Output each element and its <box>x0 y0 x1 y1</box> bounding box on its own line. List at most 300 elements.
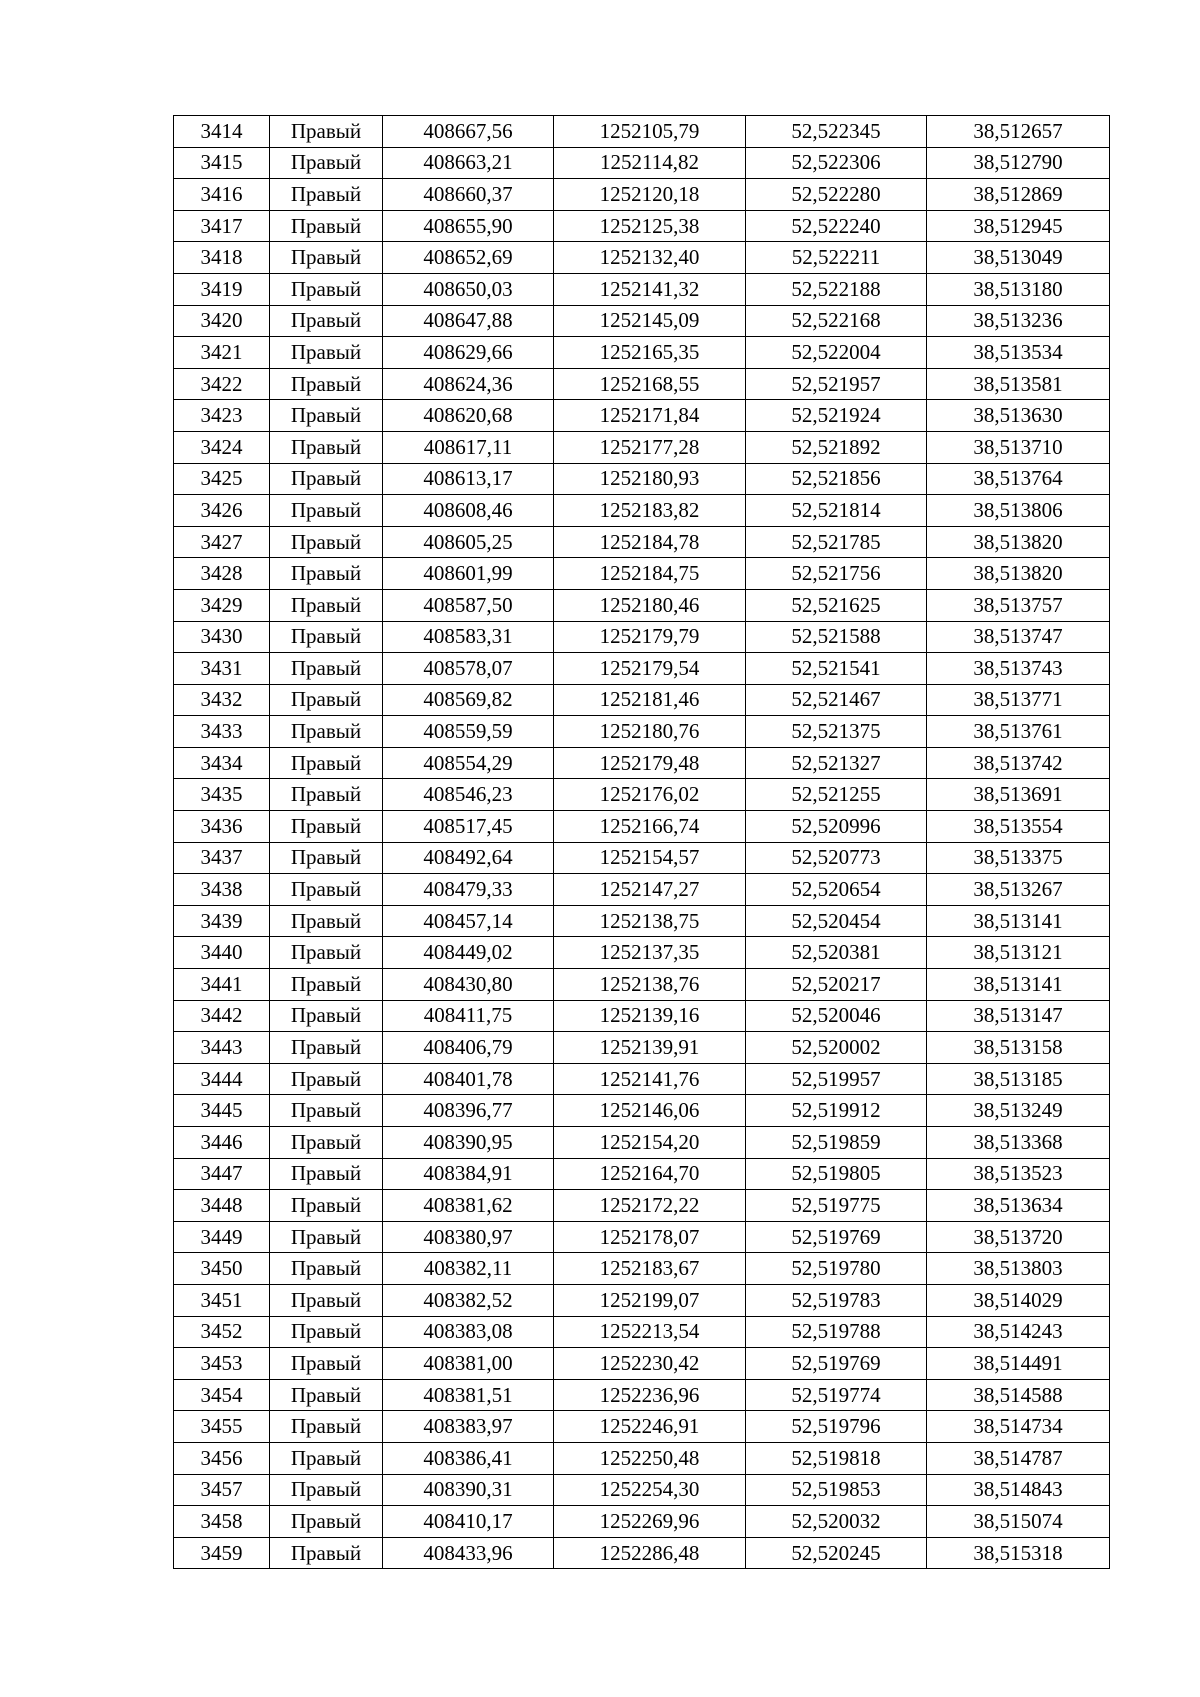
table-row <box>174 463 1110 495</box>
latitude-cell: 52,519805 <box>746 1158 927 1190</box>
x-coordinate-cell: 408430,80 <box>383 969 554 1001</box>
x-coordinate-cell: 408647,88 <box>383 305 554 337</box>
longitude-cell: 38,513630 <box>927 400 1110 432</box>
longitude-cell: 38,513368 <box>927 1127 1110 1159</box>
table-row <box>174 842 1110 874</box>
table-row <box>174 179 1110 211</box>
y-coordinate-cell: 1252147,27 <box>554 874 746 906</box>
table-row <box>174 337 1110 369</box>
x-coordinate-cell: 408569,82 <box>383 684 554 716</box>
longitude-cell: 38,513820 <box>927 558 1110 590</box>
point-number-cell: 3426 <box>174 495 270 527</box>
latitude-cell: 52,521785 <box>746 526 927 558</box>
latitude-cell: 52,519788 <box>746 1316 927 1348</box>
x-coordinate-cell: 408492,64 <box>383 842 554 874</box>
point-number-cell: 3427 <box>174 526 270 558</box>
point-number-cell: 3454 <box>174 1379 270 1411</box>
longitude-cell: 38,513236 <box>927 305 1110 337</box>
longitude-cell: 38,513771 <box>927 684 1110 716</box>
point-number-cell: 3450 <box>174 1253 270 1285</box>
point-number-cell: 3414 <box>174 116 270 148</box>
latitude-cell: 52,519818 <box>746 1442 927 1474</box>
longitude-cell: 38,514843 <box>927 1474 1110 1506</box>
table-row <box>174 1063 1110 1095</box>
longitude-cell: 38,513581 <box>927 368 1110 400</box>
point-number-cell: 3434 <box>174 747 270 779</box>
longitude-cell: 38,513803 <box>927 1253 1110 1285</box>
y-coordinate-cell: 1252184,75 <box>554 558 746 590</box>
point-number-cell: 3428 <box>174 558 270 590</box>
latitude-cell: 52,522004 <box>746 337 927 369</box>
y-coordinate-cell: 1252172,22 <box>554 1190 746 1222</box>
y-coordinate-cell: 1252286,48 <box>554 1537 746 1569</box>
latitude-cell: 52,521957 <box>746 368 927 400</box>
side-cell: Правый <box>270 400 383 432</box>
point-number-cell: 3415 <box>174 147 270 179</box>
point-number-cell: 3432 <box>174 684 270 716</box>
side-cell: Правый <box>270 779 383 811</box>
latitude-cell: 52,519769 <box>746 1348 927 1380</box>
latitude-cell: 52,519853 <box>746 1474 927 1506</box>
side-cell: Правый <box>270 337 383 369</box>
point-number-cell: 3419 <box>174 273 270 305</box>
latitude-cell: 52,520381 <box>746 937 927 969</box>
table-row <box>174 716 1110 748</box>
table-row <box>174 969 1110 1001</box>
latitude-cell: 52,522240 <box>746 210 927 242</box>
table-row <box>174 1442 1110 1474</box>
side-cell: Правый <box>270 1158 383 1190</box>
x-coordinate-cell: 408479,33 <box>383 874 554 906</box>
x-coordinate-cell: 408401,78 <box>383 1063 554 1095</box>
table-row <box>174 779 1110 811</box>
y-coordinate-cell: 1252180,93 <box>554 463 746 495</box>
longitude-cell: 38,513764 <box>927 463 1110 495</box>
latitude-cell: 52,520032 <box>746 1506 927 1538</box>
table-row <box>174 495 1110 527</box>
point-number-cell: 3421 <box>174 337 270 369</box>
latitude-cell: 52,520002 <box>746 1032 927 1064</box>
point-number-cell: 3459 <box>174 1537 270 1569</box>
y-coordinate-cell: 1252141,32 <box>554 273 746 305</box>
y-coordinate-cell: 1252165,35 <box>554 337 746 369</box>
latitude-cell: 52,520454 <box>746 905 927 937</box>
coordinates-table-body <box>174 116 1110 1569</box>
side-cell: Правый <box>270 1411 383 1443</box>
side-cell: Правый <box>270 1127 383 1159</box>
table-row <box>174 1411 1110 1443</box>
table-row <box>174 1253 1110 1285</box>
point-number-cell: 3430 <box>174 621 270 653</box>
latitude-cell: 52,520654 <box>746 874 927 906</box>
point-number-cell: 3425 <box>174 463 270 495</box>
side-cell: Правый <box>270 368 383 400</box>
side-cell: Правый <box>270 653 383 685</box>
point-number-cell: 3437 <box>174 842 270 874</box>
longitude-cell: 38,513249 <box>927 1095 1110 1127</box>
side-cell: Правый <box>270 1537 383 1569</box>
y-coordinate-cell: 1252269,96 <box>554 1506 746 1538</box>
side-cell: Правый <box>270 874 383 906</box>
x-coordinate-cell: 408546,23 <box>383 779 554 811</box>
side-cell: Правый <box>270 1442 383 1474</box>
x-coordinate-cell: 408667,56 <box>383 116 554 148</box>
side-cell: Правый <box>270 969 383 1001</box>
side-cell: Правый <box>270 937 383 969</box>
x-coordinate-cell: 408559,59 <box>383 716 554 748</box>
side-cell: Правый <box>270 811 383 843</box>
latitude-cell: 52,520245 <box>746 1537 927 1569</box>
longitude-cell: 38,515074 <box>927 1506 1110 1538</box>
y-coordinate-cell: 1252184,78 <box>554 526 746 558</box>
latitude-cell: 52,522280 <box>746 179 927 211</box>
point-number-cell: 3431 <box>174 653 270 685</box>
side-cell: Правый <box>270 1284 383 1316</box>
x-coordinate-cell: 408449,02 <box>383 937 554 969</box>
x-coordinate-cell: 408380,97 <box>383 1221 554 1253</box>
latitude-cell: 52,520046 <box>746 1000 927 1032</box>
point-number-cell: 3456 <box>174 1442 270 1474</box>
y-coordinate-cell: 1252171,84 <box>554 400 746 432</box>
y-coordinate-cell: 1252154,20 <box>554 1127 746 1159</box>
table-row <box>174 273 1110 305</box>
point-number-cell: 3439 <box>174 905 270 937</box>
longitude-cell: 38,512945 <box>927 210 1110 242</box>
point-number-cell: 3441 <box>174 969 270 1001</box>
longitude-cell: 38,513761 <box>927 716 1110 748</box>
side-cell: Правый <box>270 242 383 274</box>
latitude-cell: 52,521856 <box>746 463 927 495</box>
table-row <box>174 431 1110 463</box>
side-cell: Правый <box>270 526 383 558</box>
longitude-cell: 38,513747 <box>927 621 1110 653</box>
latitude-cell: 52,522168 <box>746 305 927 337</box>
side-cell: Правый <box>270 179 383 211</box>
longitude-cell: 38,513742 <box>927 747 1110 779</box>
side-cell: Правый <box>270 905 383 937</box>
x-coordinate-cell: 408624,36 <box>383 368 554 400</box>
x-coordinate-cell: 408517,45 <box>383 811 554 843</box>
longitude-cell: 38,514588 <box>927 1379 1110 1411</box>
x-coordinate-cell: 408382,52 <box>383 1284 554 1316</box>
latitude-cell: 52,521467 <box>746 684 927 716</box>
table-row <box>174 621 1110 653</box>
table-row <box>174 1095 1110 1127</box>
side-cell: Правый <box>270 116 383 148</box>
y-coordinate-cell: 1252254,30 <box>554 1474 746 1506</box>
latitude-cell: 52,521588 <box>746 621 927 653</box>
table-row <box>174 811 1110 843</box>
table-row <box>174 1348 1110 1380</box>
y-coordinate-cell: 1252137,35 <box>554 937 746 969</box>
x-coordinate-cell: 408605,25 <box>383 526 554 558</box>
x-coordinate-cell: 408381,51 <box>383 1379 554 1411</box>
x-coordinate-cell: 408620,68 <box>383 400 554 432</box>
table-row <box>174 1537 1110 1569</box>
latitude-cell: 52,522306 <box>746 147 927 179</box>
y-coordinate-cell: 1252164,70 <box>554 1158 746 1190</box>
table-row <box>174 242 1110 274</box>
latitude-cell: 52,521255 <box>746 779 927 811</box>
latitude-cell: 52,520773 <box>746 842 927 874</box>
longitude-cell: 38,513806 <box>927 495 1110 527</box>
point-number-cell: 3423 <box>174 400 270 432</box>
longitude-cell: 38,513141 <box>927 905 1110 937</box>
y-coordinate-cell: 1252139,16 <box>554 1000 746 1032</box>
longitude-cell: 38,514491 <box>927 1348 1110 1380</box>
y-coordinate-cell: 1252141,76 <box>554 1063 746 1095</box>
x-coordinate-cell: 408383,97 <box>383 1411 554 1443</box>
side-cell: Правый <box>270 1095 383 1127</box>
longitude-cell: 38,513634 <box>927 1190 1110 1222</box>
x-coordinate-cell: 408554,29 <box>383 747 554 779</box>
point-number-cell: 3433 <box>174 716 270 748</box>
table-row <box>174 1190 1110 1222</box>
table-row <box>174 210 1110 242</box>
y-coordinate-cell: 1252213,54 <box>554 1316 746 1348</box>
point-number-cell: 3440 <box>174 937 270 969</box>
latitude-cell: 52,519859 <box>746 1127 927 1159</box>
x-coordinate-cell: 408433,96 <box>383 1537 554 1569</box>
table-row <box>174 905 1110 937</box>
table-row <box>174 1221 1110 1253</box>
table-row <box>174 400 1110 432</box>
latitude-cell: 52,522345 <box>746 116 927 148</box>
x-coordinate-cell: 408390,95 <box>383 1127 554 1159</box>
table-row <box>174 684 1110 716</box>
table-row <box>174 1158 1110 1190</box>
longitude-cell: 38,512790 <box>927 147 1110 179</box>
y-coordinate-cell: 1252166,74 <box>554 811 746 843</box>
point-number-cell: 3447 <box>174 1158 270 1190</box>
table-row <box>174 937 1110 969</box>
point-number-cell: 3424 <box>174 431 270 463</box>
x-coordinate-cell: 408617,11 <box>383 431 554 463</box>
y-coordinate-cell: 1252105,79 <box>554 116 746 148</box>
point-number-cell: 3453 <box>174 1348 270 1380</box>
side-cell: Правый <box>270 1253 383 1285</box>
table-row <box>174 1000 1110 1032</box>
y-coordinate-cell: 1252114,82 <box>554 147 746 179</box>
coordinates-table <box>173 115 1110 1569</box>
longitude-cell: 38,513534 <box>927 337 1110 369</box>
longitude-cell: 38,513820 <box>927 526 1110 558</box>
table-row <box>174 147 1110 179</box>
side-cell: Правый <box>270 1316 383 1348</box>
point-number-cell: 3435 <box>174 779 270 811</box>
side-cell: Правый <box>270 273 383 305</box>
point-number-cell: 3429 <box>174 589 270 621</box>
longitude-cell: 38,513267 <box>927 874 1110 906</box>
point-number-cell: 3445 <box>174 1095 270 1127</box>
longitude-cell: 38,513375 <box>927 842 1110 874</box>
latitude-cell: 52,521756 <box>746 558 927 590</box>
side-cell: Правый <box>270 147 383 179</box>
table-row <box>174 1379 1110 1411</box>
point-number-cell: 3438 <box>174 874 270 906</box>
x-coordinate-cell: 408587,50 <box>383 589 554 621</box>
point-number-cell: 3418 <box>174 242 270 274</box>
y-coordinate-cell: 1252177,28 <box>554 431 746 463</box>
latitude-cell: 52,519774 <box>746 1379 927 1411</box>
latitude-cell: 52,519957 <box>746 1063 927 1095</box>
side-cell: Правый <box>270 495 383 527</box>
side-cell: Правый <box>270 305 383 337</box>
latitude-cell: 52,522188 <box>746 273 927 305</box>
y-coordinate-cell: 1252236,96 <box>554 1379 746 1411</box>
table-row <box>174 1506 1110 1538</box>
longitude-cell: 38,513710 <box>927 431 1110 463</box>
point-number-cell: 3420 <box>174 305 270 337</box>
latitude-cell: 52,522211 <box>746 242 927 274</box>
side-cell: Правый <box>270 1032 383 1064</box>
side-cell: Правый <box>270 1063 383 1095</box>
table-row <box>174 1127 1110 1159</box>
latitude-cell: 52,519769 <box>746 1221 927 1253</box>
latitude-cell: 52,521892 <box>746 431 927 463</box>
x-coordinate-cell: 408381,62 <box>383 1190 554 1222</box>
x-coordinate-cell: 408663,21 <box>383 147 554 179</box>
x-coordinate-cell: 408660,37 <box>383 179 554 211</box>
y-coordinate-cell: 1252176,02 <box>554 779 746 811</box>
longitude-cell: 38,514029 <box>927 1284 1110 1316</box>
side-cell: Правый <box>270 463 383 495</box>
longitude-cell: 38,513147 <box>927 1000 1110 1032</box>
longitude-cell: 38,514243 <box>927 1316 1110 1348</box>
point-number-cell: 3422 <box>174 368 270 400</box>
x-coordinate-cell: 408386,41 <box>383 1442 554 1474</box>
point-number-cell: 3417 <box>174 210 270 242</box>
point-number-cell: 3436 <box>174 811 270 843</box>
x-coordinate-cell: 408608,46 <box>383 495 554 527</box>
x-coordinate-cell: 408396,77 <box>383 1095 554 1127</box>
point-number-cell: 3451 <box>174 1284 270 1316</box>
table-row <box>174 1284 1110 1316</box>
point-number-cell: 3455 <box>174 1411 270 1443</box>
longitude-cell: 38,513049 <box>927 242 1110 274</box>
side-cell: Правый <box>270 621 383 653</box>
y-coordinate-cell: 1252139,91 <box>554 1032 746 1064</box>
side-cell: Правый <box>270 1190 383 1222</box>
table-row <box>174 874 1110 906</box>
side-cell: Правый <box>270 210 383 242</box>
longitude-cell: 38,513691 <box>927 779 1110 811</box>
point-number-cell: 3444 <box>174 1063 270 1095</box>
y-coordinate-cell: 1252145,09 <box>554 305 746 337</box>
latitude-cell: 52,519796 <box>746 1411 927 1443</box>
point-number-cell: 3452 <box>174 1316 270 1348</box>
x-coordinate-cell: 408652,69 <box>383 242 554 274</box>
longitude-cell: 38,513757 <box>927 589 1110 621</box>
table-row <box>174 558 1110 590</box>
longitude-cell: 38,513121 <box>927 937 1110 969</box>
table-row <box>174 589 1110 621</box>
y-coordinate-cell: 1252246,91 <box>554 1411 746 1443</box>
y-coordinate-cell: 1252180,46 <box>554 589 746 621</box>
latitude-cell: 52,519775 <box>746 1190 927 1222</box>
y-coordinate-cell: 1252183,82 <box>554 495 746 527</box>
y-coordinate-cell: 1252120,18 <box>554 179 746 211</box>
x-coordinate-cell: 408406,79 <box>383 1032 554 1064</box>
latitude-cell: 52,519912 <box>746 1095 927 1127</box>
x-coordinate-cell: 408583,31 <box>383 621 554 653</box>
y-coordinate-cell: 1252132,40 <box>554 242 746 274</box>
x-coordinate-cell: 408411,75 <box>383 1000 554 1032</box>
table-row <box>174 116 1110 148</box>
longitude-cell: 38,513743 <box>927 653 1110 685</box>
x-coordinate-cell: 408601,99 <box>383 558 554 590</box>
point-number-cell: 3449 <box>174 1221 270 1253</box>
x-coordinate-cell: 408383,08 <box>383 1316 554 1348</box>
point-number-cell: 3443 <box>174 1032 270 1064</box>
table-row <box>174 305 1110 337</box>
side-cell: Правый <box>270 1474 383 1506</box>
y-coordinate-cell: 1252180,76 <box>554 716 746 748</box>
y-coordinate-cell: 1252138,75 <box>554 905 746 937</box>
latitude-cell: 52,521924 <box>746 400 927 432</box>
y-coordinate-cell: 1252183,67 <box>554 1253 746 1285</box>
side-cell: Правый <box>270 558 383 590</box>
latitude-cell: 52,519780 <box>746 1253 927 1285</box>
longitude-cell: 38,512869 <box>927 179 1110 211</box>
table-row <box>174 1316 1110 1348</box>
longitude-cell: 38,513141 <box>927 969 1110 1001</box>
y-coordinate-cell: 1252179,54 <box>554 653 746 685</box>
latitude-cell: 52,521375 <box>746 716 927 748</box>
point-number-cell: 3416 <box>174 179 270 211</box>
point-number-cell: 3442 <box>174 1000 270 1032</box>
x-coordinate-cell: 408382,11 <box>383 1253 554 1285</box>
latitude-cell: 52,521541 <box>746 653 927 685</box>
y-coordinate-cell: 1252125,38 <box>554 210 746 242</box>
latitude-cell: 52,521625 <box>746 589 927 621</box>
x-coordinate-cell: 408457,14 <box>383 905 554 937</box>
x-coordinate-cell: 408655,90 <box>383 210 554 242</box>
y-coordinate-cell: 1252250,48 <box>554 1442 746 1474</box>
y-coordinate-cell: 1252138,76 <box>554 969 746 1001</box>
y-coordinate-cell: 1252230,42 <box>554 1348 746 1380</box>
side-cell: Правый <box>270 1348 383 1380</box>
x-coordinate-cell: 408578,07 <box>383 653 554 685</box>
x-coordinate-cell: 408384,91 <box>383 1158 554 1190</box>
longitude-cell: 38,513720 <box>927 1221 1110 1253</box>
table-row <box>174 1474 1110 1506</box>
latitude-cell: 52,519783 <box>746 1284 927 1316</box>
table-row <box>174 747 1110 779</box>
x-coordinate-cell: 408650,03 <box>383 273 554 305</box>
y-coordinate-cell: 1252146,06 <box>554 1095 746 1127</box>
x-coordinate-cell: 408410,17 <box>383 1506 554 1538</box>
x-coordinate-cell: 408629,66 <box>383 337 554 369</box>
point-number-cell: 3448 <box>174 1190 270 1222</box>
side-cell: Правый <box>270 716 383 748</box>
side-cell: Правый <box>270 1506 383 1538</box>
longitude-cell: 38,513180 <box>927 273 1110 305</box>
table-row <box>174 368 1110 400</box>
side-cell: Правый <box>270 842 383 874</box>
side-cell: Правый <box>270 747 383 779</box>
longitude-cell: 38,514734 <box>927 1411 1110 1443</box>
x-coordinate-cell: 408390,31 <box>383 1474 554 1506</box>
side-cell: Правый <box>270 1000 383 1032</box>
longitude-cell: 38,514787 <box>927 1442 1110 1474</box>
y-coordinate-cell: 1252199,07 <box>554 1284 746 1316</box>
latitude-cell: 52,521327 <box>746 747 927 779</box>
table-row <box>174 653 1110 685</box>
x-coordinate-cell: 408613,17 <box>383 463 554 495</box>
y-coordinate-cell: 1252181,46 <box>554 684 746 716</box>
longitude-cell: 38,513158 <box>927 1032 1110 1064</box>
